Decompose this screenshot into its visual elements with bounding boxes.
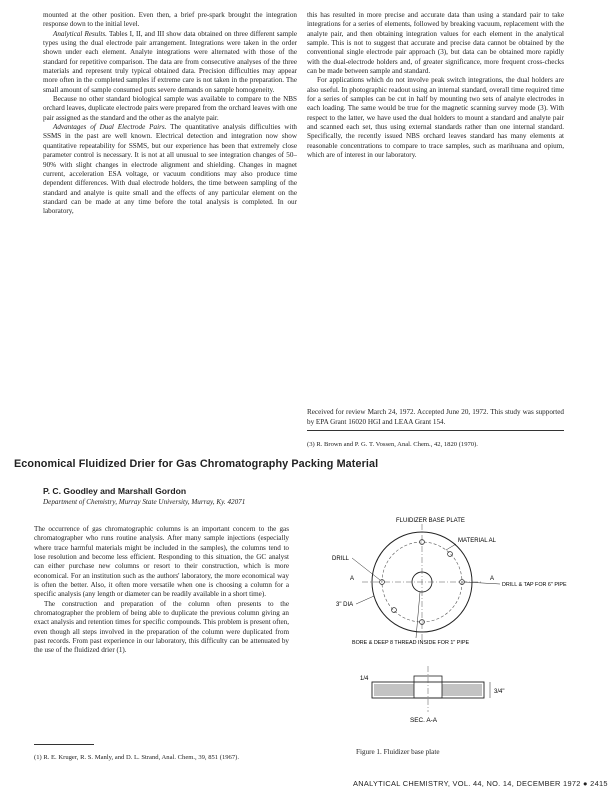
paragraph-text: Because no other standard biological sample was available to compare to the NBS orchard leaves, duplicate electrode pairs were prepared from the orchard leaves with one pair assigned as the standard and the other as the analyte pair. (43, 95, 297, 122)
paragraph-text: The occurrence of gas chromatographic columns is an important concern to the gas chromatographer who runs routine analysis. After many sample injections (especially where trace harmful materials might be included in the samples), the columns tend to lose resolution and become less efficient. Responding to this situation, the GC analyst can either purchase new columns or resort to their construction, which is more economical. For an institution such as the authors' laboratory, the more economical way is often the better. Also, it often more versatile when one is choosing a column for a specific analysis (any length or diameter can be readily available in a short time). (34, 525, 289, 599)
figure-heading: FLUIDIZER BASE PLATE (396, 518, 465, 524)
section-mark: A (350, 576, 355, 582)
figure-caption: Figure 1. Fluidizer base plate (356, 748, 440, 756)
bolt-hole (392, 608, 397, 613)
page-footer: ANALYTICAL CHEMISTRY, VOL. 44, NO. 14, DECEMBER 1972 ● 2415 (353, 779, 608, 788)
reference-divider (307, 430, 564, 431)
article-title: Economical Fluidized Drier for Gas Chromatography Packing Material (14, 458, 379, 470)
section-view-hatch (442, 684, 482, 696)
article-authors: P. C. Goodley and Marshall Gordon (43, 486, 187, 496)
text-column-upper-left (43, 11, 297, 217)
received-text: Received for review March 24, 1972. Accepted June 20, 1972. This study was supported by EPA Grant 16020 HGI and LEAA Grant 154. (307, 408, 564, 426)
run-in-heading: Analytical Results. (53, 29, 107, 38)
paragraph-text: The construction and preparation of the column often presents to the chromatographer the problem of being able to duplicate the previous column giving an exact analysis and retention times for specific compounds. This problem is present often, even though all steps involved in the preparation of the column were duplicated from past records. From past experience in our laboratory, this difficulty can be attenuated by the use of the fluidized drier (1). (34, 599, 289, 655)
paragraph-text: For applications which do not involve peak switch integrations, the dual holders are also useful. In photographic readout using an internal standard, overall time required time for a series of samples can be cut in half by mounting two sets of analyte electrodes in each loading. The same would be true for the magnetic scanning survey mode (3). With respect to the latter, we have used the dual holders to mount a standard and analyte pair and scanned each set, thus using external standards rather than one internal standard. Specifically, the recently issued NBS orchard leaves standard has many elements at reasonable concentrations to compare to trace samples, such as marihuana and opium, which are of interest in our laboratory. (307, 76, 564, 160)
paragraph (34, 525, 289, 600)
tap-leader (465, 582, 500, 584)
material-leader (446, 544, 456, 550)
drill-leader (352, 558, 380, 580)
thickness-label: 3/4" (494, 689, 505, 695)
text-column-lower-left (34, 525, 289, 656)
fluidizer-base-plate-drawing (306, 514, 576, 754)
paragraph-text: Tables I, II, and III show data obtained on three different sample types using the dual electrode pair arrangement. Integrations were taken in the order shown under each element. Analyte integrations were alternated with those of the standard for repetitive comparison. The data are from consecutive analyses of the three materials and represent truly typical obtained data. Precision difficulties may appear more often in the completed samples if extreme care is not taken in the preparation. The small amount of sample consumed puts severe demands on sample homogeneity. (43, 29, 298, 94)
paragraph (307, 11, 564, 76)
section-label: SEC. A-A (410, 717, 437, 724)
article-affiliation: Department of Chemistry, Murray State University, Murray, Ky. 42071 (43, 498, 246, 506)
diameter-leader (356, 596, 374, 604)
paragraph (43, 95, 297, 123)
drill-label: DRILL (332, 556, 350, 562)
material-label: MATERIAL AL (458, 538, 497, 544)
run-in-heading: Advantages of Dual Electrode Pairs. (53, 123, 167, 132)
paragraph-text: The quantitative analysis difficulties with SSMS in the past are well known. Electrical detection and integration now show quantitative repeatability for SSMS, but our experience has been that extremely close parameter control is necessary. It is not at all unusual to see integration changes of 50–90% with slight changes in electrode alignment and shielding. Changes in magnet current, acceleration ESA voltage, or vacuum conditions may also produce time dependent differences. With dual electrode holders, the time between sampling of the standard and analyte is quite small and the effects of any particular element on the standard can be made at any time before the total analysis is completed. In our laboratory, (43, 123, 297, 216)
paragraph (43, 123, 297, 216)
bore-label: BORE & DEEP 8 THREAD INSIDE FOR 1" PIPE (352, 640, 470, 646)
paragraph (34, 600, 289, 656)
footnote-divider (34, 744, 94, 745)
page-number: 2415 (590, 779, 608, 788)
bolt-hole (448, 552, 453, 557)
paragraph (43, 11, 297, 30)
paragraph-text: this has resulted in more precise and accurate data than using a standard pair to take integrations for a series of elements, followed by breaking vacuum, replacement with the analyte pair, and then obtaining integration values for each element in the analytical sample. This is not to suggest that accurate and precise data cannot be obtained by the conventional single electrode pair approach (3), but data can be obtained more rapidly with the dual-electrode holders and, of greater significance, more frequent cross-checks can be made between sample and standard. (307, 11, 564, 76)
tap-label-text: DRILL & TAP FOR 6" PIPE (502, 582, 567, 588)
section-view-hatch (374, 684, 414, 696)
tap-label (502, 582, 567, 588)
paragraph (307, 76, 564, 160)
reference-item: (3) R. Brown and P. G. T. Vossen, Anal. Chem., 42, 1820 (1970). (307, 440, 478, 448)
received-note (307, 408, 564, 427)
journal-citation: ANALYTICAL CHEMISTRY, VOL. 44, NO. 14, DECEMBER 1972 (353, 779, 581, 788)
bore-leader (416, 592, 420, 638)
diameter-label: 3" DIA (336, 602, 354, 608)
paragraph-text: mounted at the other position. Even then, a brief pre-spark brought the integration response down to the initial level. (43, 11, 297, 29)
text-column-upper-right (307, 11, 564, 161)
small-dimension-label: 1/4 (360, 676, 369, 682)
section-mark: A (490, 576, 495, 582)
paragraph (43, 30, 297, 95)
footnote-reference: (1) R. E. Kruger, R. S. Manly, and D. L. Strand, Anal. Chem., 39, 851 (1967). (34, 753, 239, 761)
